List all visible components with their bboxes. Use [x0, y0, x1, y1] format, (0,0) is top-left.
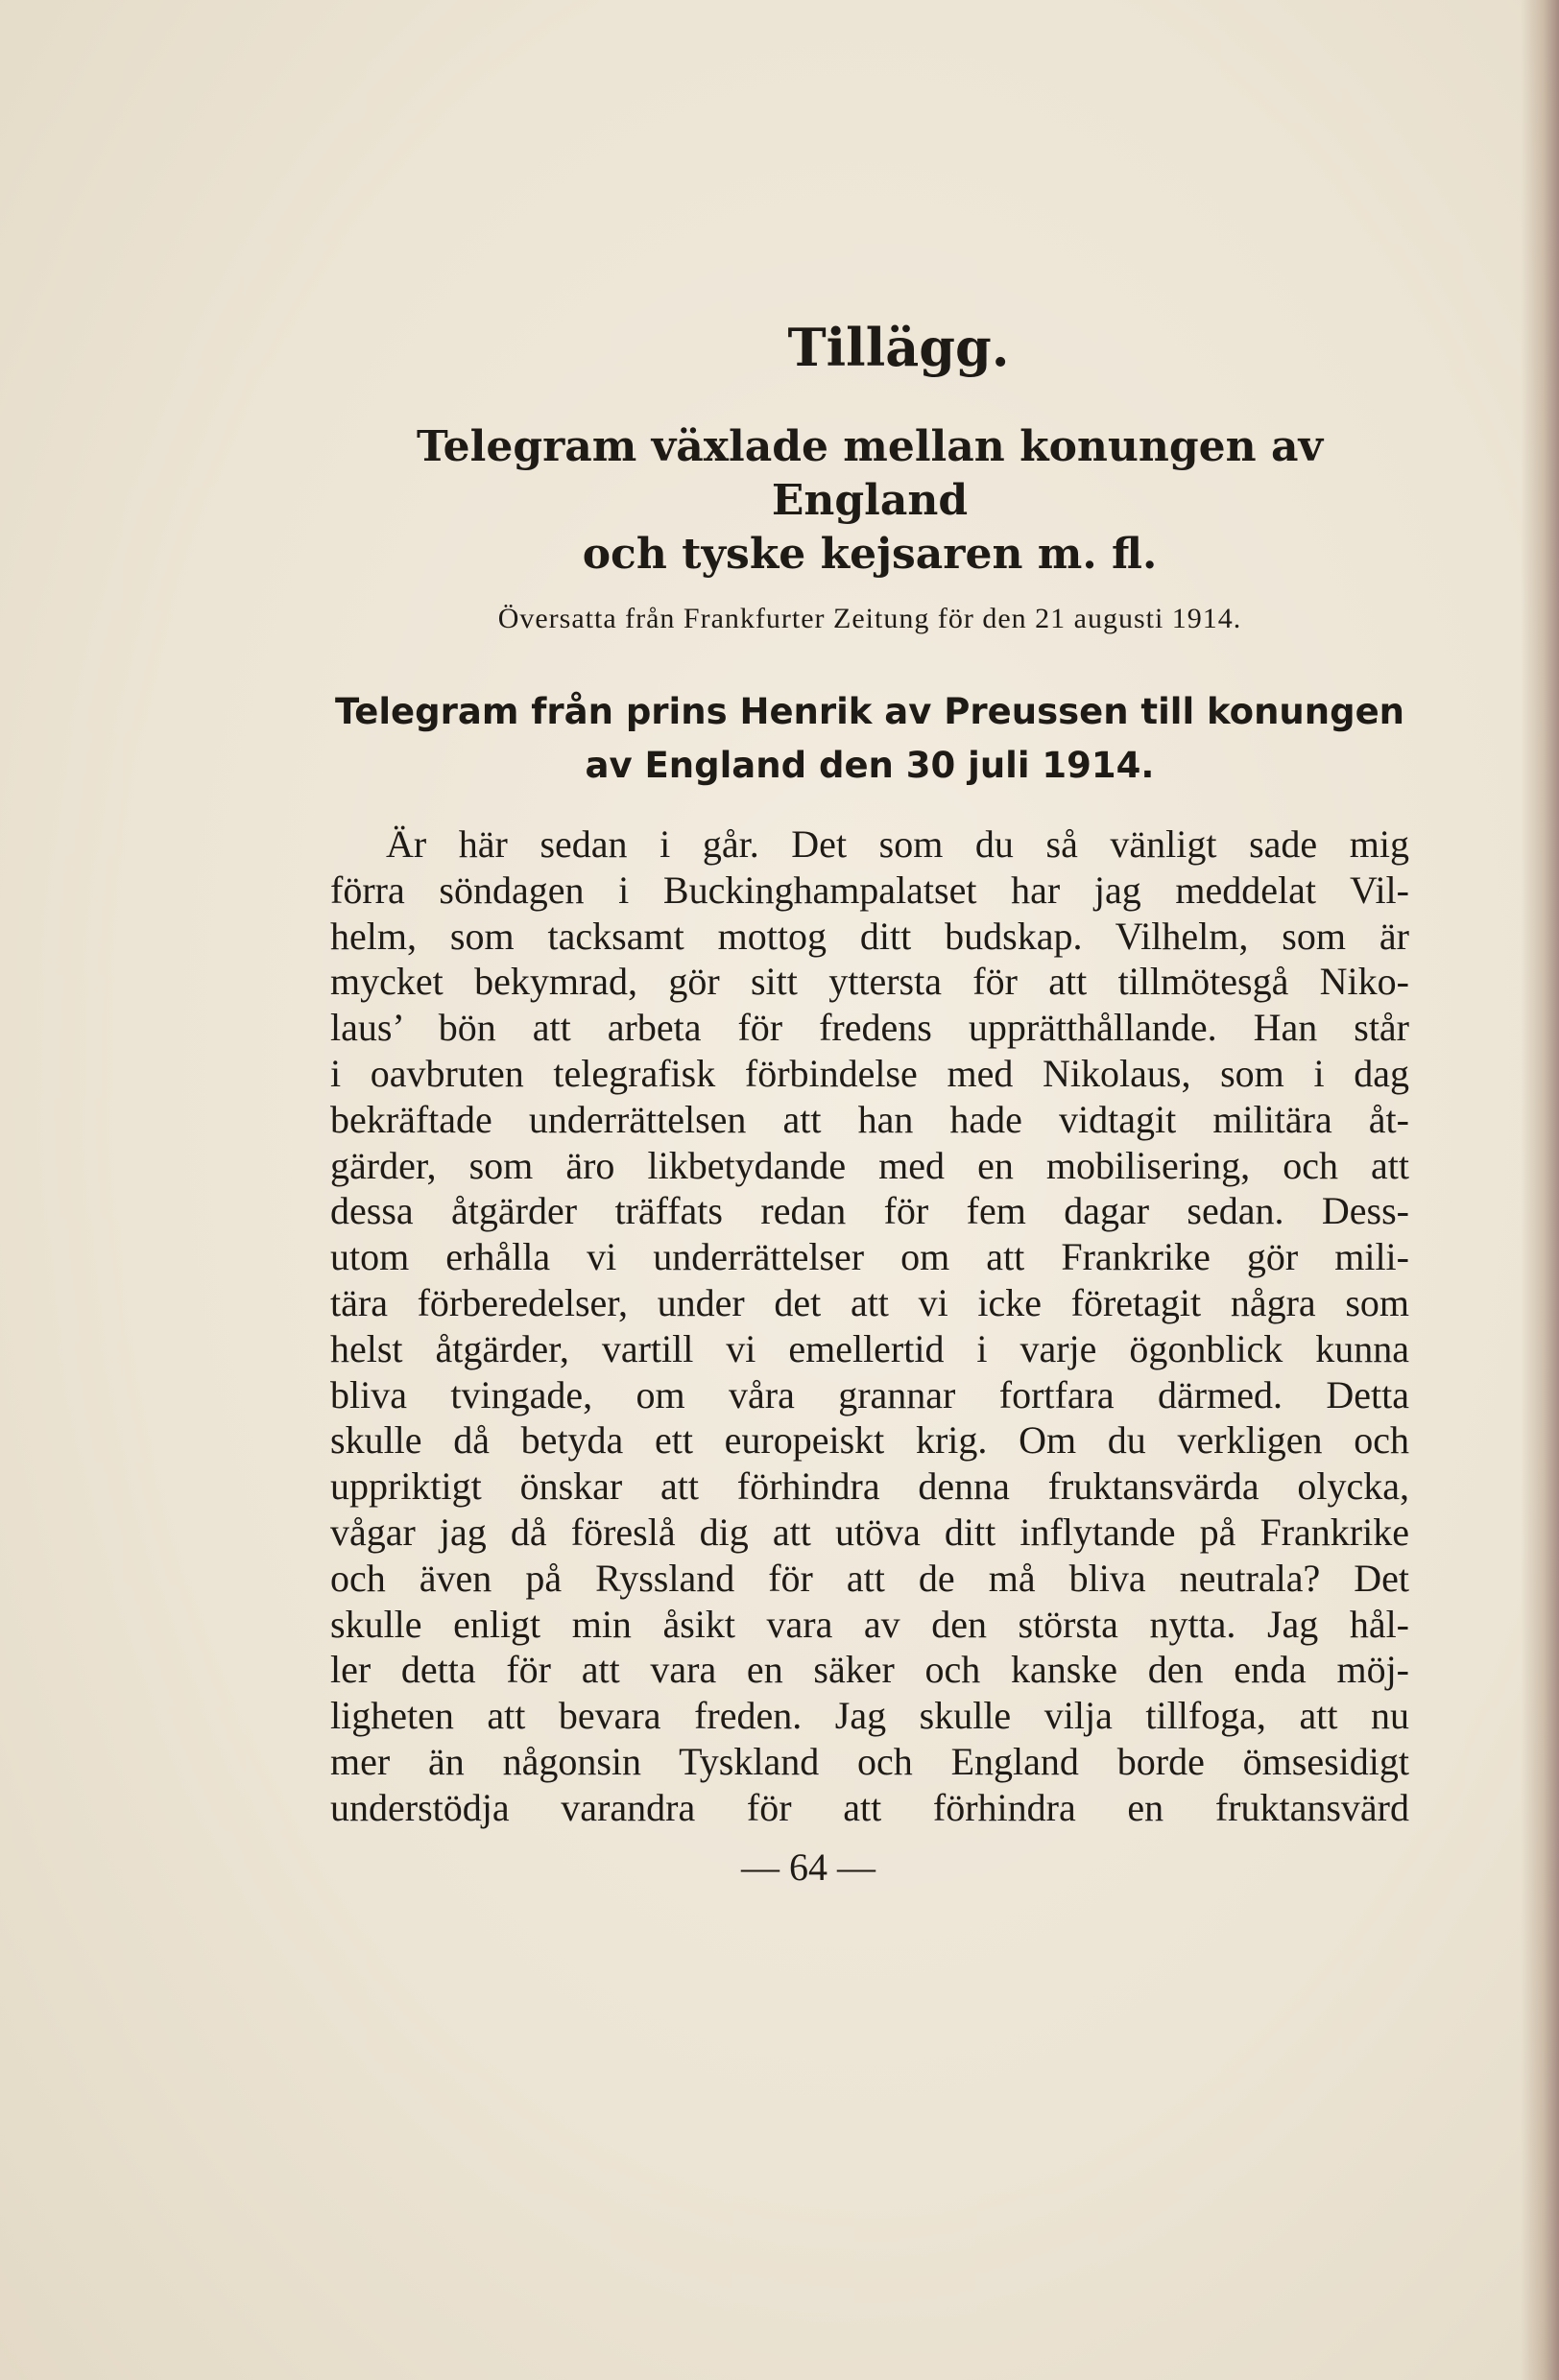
page-edge-shadow	[1521, 0, 1559, 2380]
translation-note: Översatta från Frankfurter Zeitung för den 21 augusti 1914.	[497, 603, 1242, 634]
body-line: mer än någonsin Tyskland och England borde ömsesidigt	[330, 1739, 1409, 1783]
section-heading	[323, 420, 1417, 582]
body-line: utom erhålla vi underrättelser om att Frankrike gör mili-	[330, 1235, 1409, 1279]
page-title: Tillägg.	[787, 317, 1010, 378]
telegram-heading-line-1: Telegram från prins Henrik av Preussen till konungen	[334, 691, 1405, 732]
telegram-heading-line-2: av England den 30 juli 1914.	[585, 745, 1155, 786]
body-line: i oavbruten telegrafisk förbindelse med Nikolaus, som i dag	[330, 1051, 1409, 1095]
body-line: bekräftade underrättelsen att han hade vidtagit militära åt-	[330, 1097, 1409, 1141]
body-line: skulle enligt min åsikt vara av den största nytta. Jag hål-	[330, 1602, 1409, 1646]
body-paragraph	[323, 821, 1417, 1831]
body-line: vågar jag då föreslå dig att utöva ditt inflytande på Frankrike	[330, 1510, 1409, 1554]
body-line: uppriktigt önskar att förhindra denna fruktansvärda olycka,	[330, 1464, 1409, 1509]
text-block	[323, 317, 1417, 1831]
body-line: gärder, som äro likbetydande med en mobilisering, och att	[330, 1143, 1409, 1187]
section-heading-line-1: Telegram växlade mellan konungen av England	[416, 422, 1324, 525]
body-line: Är här sedan i går. Det som du så vänligt sade mig	[386, 822, 1409, 866]
telegram-heading	[323, 685, 1417, 793]
body-line: helst åtgärder, vartill vi emellertid i varje ögonblick kunna	[330, 1326, 1409, 1370]
body-line: och även på Ryssland för att de må bliva neutrala? Det	[330, 1556, 1409, 1600]
body-line: ler detta för att vara en säker och kanske den enda möj-	[330, 1648, 1409, 1692]
body-line: understödja varandra för att förhindra en fruktansvärd	[330, 1785, 1409, 1829]
body-line: dessa åtgärder träffats redan för fem dagar sedan. Dess-	[330, 1189, 1409, 1233]
body-line: mycket bekymrad, gör sitt yttersta för att tillmötesgå Niko-	[330, 960, 1409, 1004]
page-number: — 64 —	[741, 1845, 875, 1889]
section-heading-line-2: och tyske kejsaren m. fl.	[582, 530, 1158, 579]
body-line: laus’ bön att arbeta för fredens upprätthållande. Han står	[330, 1006, 1409, 1050]
body-line: bliva tvingade, om våra grannar fortfara därmed. Detta	[330, 1372, 1409, 1416]
body-line: skulle då betyda ett europeiskt krig. Om du verkligen och	[330, 1418, 1409, 1463]
body-line: ligheten att bevara freden. Jag skulle vilja tillfoga, att nu	[330, 1694, 1409, 1738]
body-line: förra söndagen i Buckinghampalatset har jag meddelat Vil-	[330, 868, 1409, 912]
body-line: tära förberedelser, under det att vi icke företagit några som	[330, 1280, 1409, 1324]
body-line: helm, som tacksamt mottog ditt budskap. Vilhelm, som är	[330, 914, 1409, 958]
